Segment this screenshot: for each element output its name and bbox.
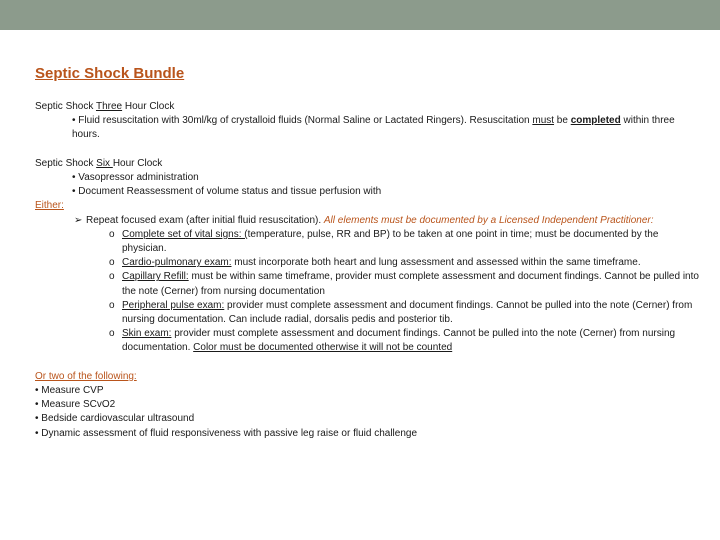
sub-item-text: provider must complete assessment and document findings. Cannot be pulled into the note (Cerner) from nursing documentation. <box>122 328 676 354</box>
circle-bullet-icon: o <box>109 271 115 283</box>
either-label: Either: <box>35 200 64 212</box>
or-item-ultrasound: • Bedside cardiovascular ultrasound <box>35 413 195 425</box>
sub-item-text: provider must complete assessment and document findings. Cannot be pulled into the note (Cerner) from nursing documentation. Can include radial, dorsalis pedis and posterior tib. <box>122 299 693 326</box>
heading-suffix: Hour Clock <box>112 157 163 169</box>
heading-prefix: Septic Shock <box>35 101 96 112</box>
sub-item-text: temperature, pulse, RR and BP) to be taken at one point in time; must be documented by the physician. <box>122 228 659 255</box>
circle-bullet-icon: o <box>109 299 115 311</box>
sub-item-label: Cardio-pulmonary exam: <box>122 257 232 269</box>
three-hour-heading <box>35 100 703 114</box>
fluid-resuscitation-bullet <box>35 114 703 142</box>
page-title: Septic Shock Bundle <box>35 65 185 82</box>
top-bar <box>0 0 720 30</box>
sub-item-label: Peripheral pulse exam: <box>122 299 225 311</box>
sub-item-label: Capillary Refill: <box>122 271 189 283</box>
vasopressor-bullet: • Vasopressor administration <box>72 172 199 183</box>
bullet-text: • Fluid resuscitation with 30ml/kg of crystalloid fluids (Normal Saline or Lactated Ringers). Resuscitation <box>72 115 533 127</box>
sub-item-skin-exam <box>35 327 703 355</box>
circle-bullet-icon: o <box>109 228 115 240</box>
or-two-label: Or two of the following: <box>35 370 137 382</box>
or-item-cvp: • Measure CVP <box>35 385 104 397</box>
bullet-text: within three hours. <box>72 115 675 141</box>
heading-suffix: Hour Clock <box>122 101 175 112</box>
heading-prefix: Septic Shock <box>35 157 97 169</box>
or-item-leg-raise: • Dynamic assessment of fluid responsiveness with passive leg raise or fluid challenge <box>35 427 418 439</box>
bullet-text: be <box>554 115 571 127</box>
heading-emphasis: Three <box>95 101 123 112</box>
sub-item-vital-signs <box>35 228 703 256</box>
sub-item-text: must incorporate both heart and lung assessment and assessed within the same timeframe. <box>231 257 641 269</box>
heading-emphasis: Six <box>96 157 113 169</box>
arrow-bullet-icon: ➢ <box>74 214 83 226</box>
sub-item-label: Complete set of vital signs: ( <box>122 228 248 240</box>
sub-item-tail: Color must be documented otherwise it will not be counted <box>193 342 453 354</box>
circle-bullet-icon: o <box>109 328 115 340</box>
repeat-text: Repeat focused exam (after initial fluid resuscitation). <box>86 214 324 226</box>
sub-item-cardio-pulmonary <box>35 256 703 270</box>
document-body <box>35 100 703 441</box>
sub-item-label: Skin exam: <box>122 328 172 340</box>
repeat-note: All elements must be documented by a Licensed Independent Practitioner: <box>323 214 654 226</box>
reassessment-bullet: • Document Reassessment of volume status and tissue perfusion with <box>72 186 382 198</box>
circle-bullet-icon: o <box>109 257 115 269</box>
sub-item-peripheral-pulse <box>35 299 703 327</box>
sub-item-text: must be within same timeframe, provider must complete assessment and document findings. Cannot be pulled into the note (Cerner) from nursing documentation <box>122 271 699 297</box>
bullet-completed: completed <box>570 115 621 127</box>
repeat-exam-item <box>35 214 703 228</box>
bullet-must: must <box>532 115 555 127</box>
or-item-scvo2: • Measure SCvO2 <box>35 399 116 411</box>
six-hour-heading <box>35 157 703 171</box>
sub-item-capillary-refill <box>35 270 703 298</box>
